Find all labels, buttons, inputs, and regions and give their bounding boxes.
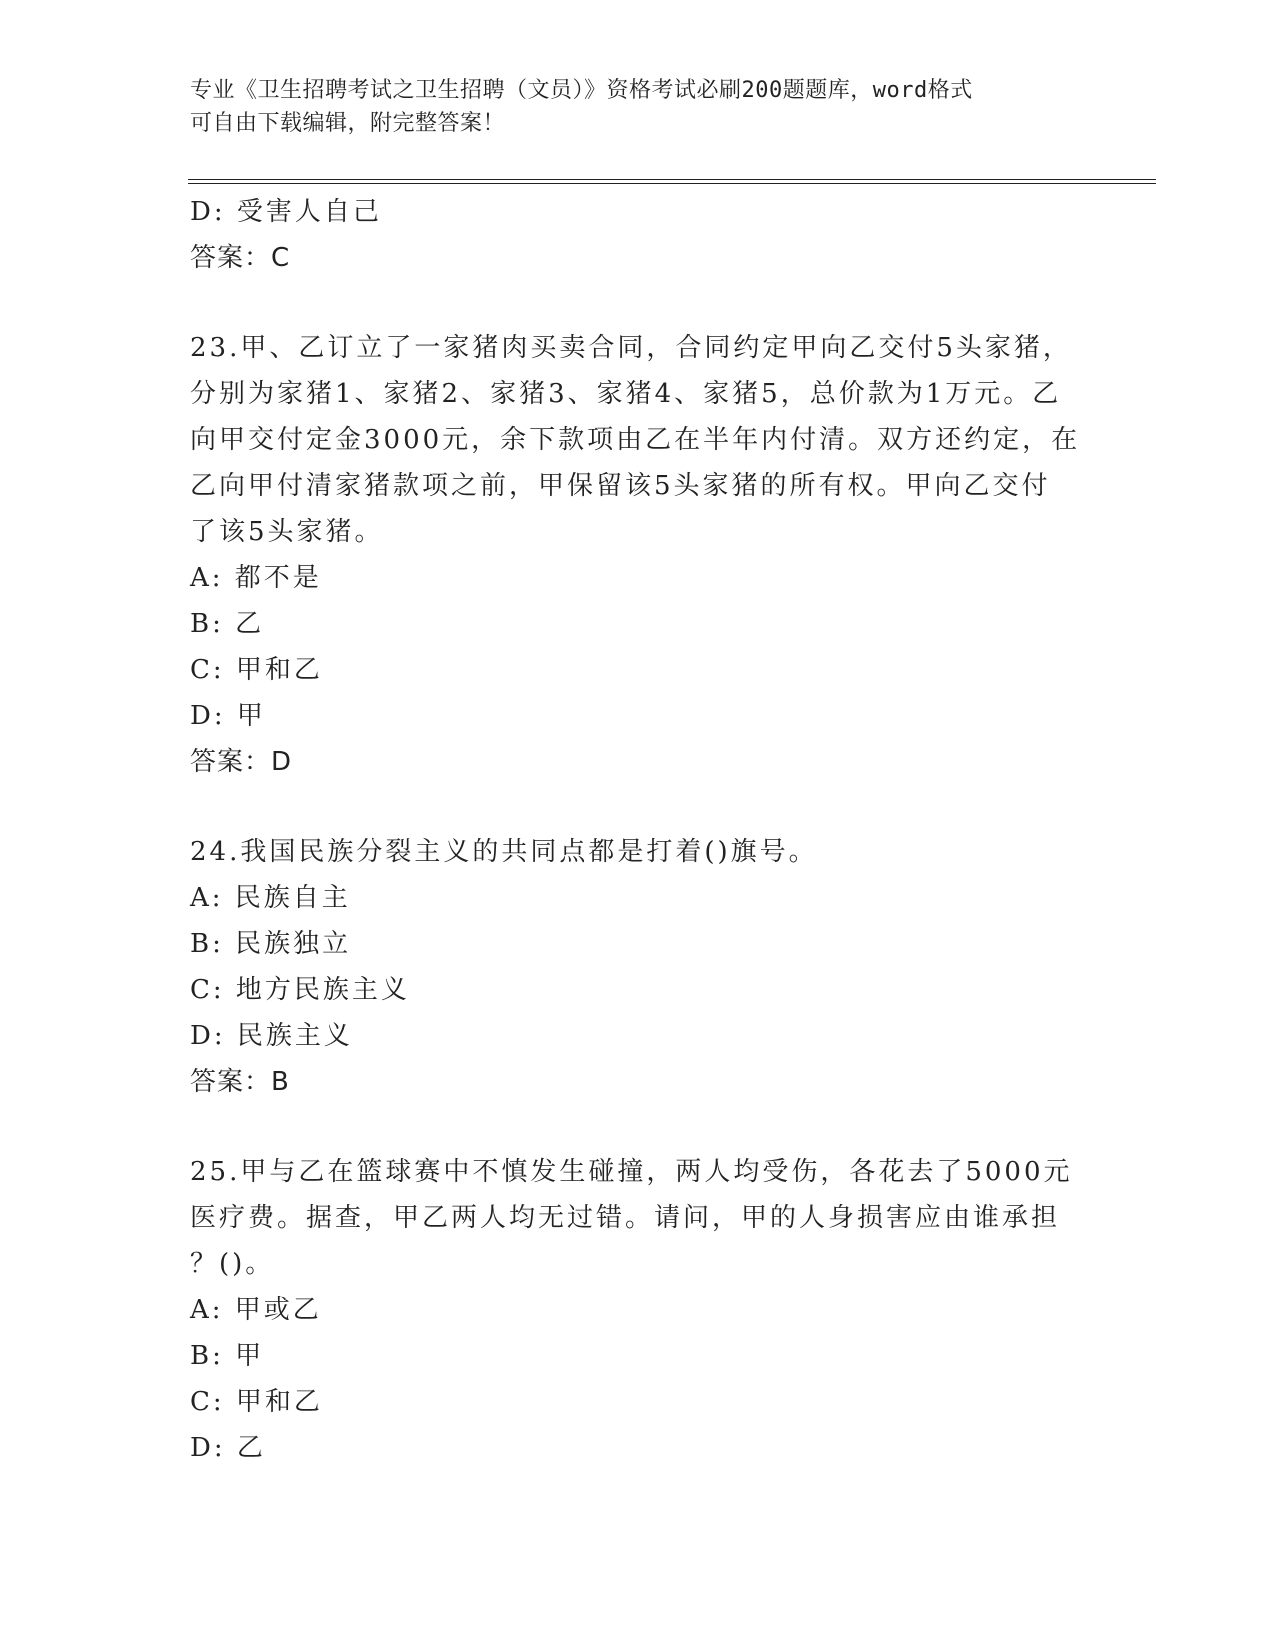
question-list bbox=[190, 189, 1090, 1471]
q23-stem-line: 乙向甲付清家猪款项之前，甲保留该5头家猪的所有权。甲向乙交付 bbox=[190, 471, 1051, 501]
header-line-1: 专业《卫生招聘考试之卫生招聘（文员）》资格考试必刷200题题库，word格式 bbox=[190, 78, 973, 103]
q23-option-b: B: 乙 bbox=[190, 609, 265, 639]
q24-option-b: B: 民族独立 bbox=[190, 929, 352, 959]
document-header bbox=[190, 74, 1090, 140]
question-24 bbox=[190, 829, 1090, 1105]
q24-option-a: A: 民族自主 bbox=[190, 883, 351, 913]
q23-option-a: A: 都不是 bbox=[190, 563, 322, 593]
q23-option-c: C: 甲和乙 bbox=[190, 655, 323, 685]
question-23 bbox=[190, 325, 1090, 785]
q23-answer: 答案：D bbox=[190, 747, 293, 777]
spacer bbox=[190, 281, 1090, 325]
q23-stem-line: 向甲交付定金3000元，余下款项由乙在半年内付清。双方还约定，在 bbox=[190, 425, 1081, 455]
q25-option-b: B: 甲 bbox=[190, 1341, 265, 1371]
q22-answer: 答案：C bbox=[190, 243, 291, 273]
q24-answer: 答案：B bbox=[190, 1067, 290, 1097]
q25-stem-line: ？()。 bbox=[190, 1249, 275, 1279]
q25-stem-line: 医疗费。据查，甲乙两人均无过错。请问，甲的人身损害应由谁承担 bbox=[190, 1203, 1061, 1233]
q25-option-d: D: 乙 bbox=[190, 1433, 266, 1463]
q23-option-d: D: 甲 bbox=[190, 701, 266, 731]
q22-option-d: D: 受害人自己 bbox=[190, 197, 382, 227]
q24-option-c: C: 地方民族主义 bbox=[190, 975, 410, 1005]
q24-option-d: D: 民族主义 bbox=[190, 1021, 353, 1051]
q25-option-c: C: 甲和乙 bbox=[190, 1387, 323, 1417]
q25-option-a: A: 甲或乙 bbox=[190, 1295, 322, 1325]
q25-stem-line: 25.甲与乙在篮球赛中不慎发生碰撞，两人均受伤，各花去了5000元 bbox=[190, 1157, 1073, 1187]
q23-stem-line: 分别为家猪1、家猪2、家猪3、家猪4、家猪5，总价款为1万元。乙 bbox=[190, 379, 1062, 409]
q23-stem-line: 了该5头家猪。 bbox=[190, 517, 384, 547]
q24-stem-line: 24.我国民族分裂主义的共同点都是打着()旗号。 bbox=[190, 837, 818, 867]
header-divider bbox=[188, 179, 1156, 184]
question-25 bbox=[190, 1149, 1090, 1471]
q23-stem-line: 23.甲、乙订立了一家猪肉买卖合同，合同约定甲向乙交付5头家猪， bbox=[190, 333, 1072, 363]
spacer bbox=[190, 785, 1090, 829]
header-line-2: 可自由下载编辑，附完整答案！ bbox=[190, 111, 506, 136]
spacer bbox=[190, 1105, 1090, 1149]
